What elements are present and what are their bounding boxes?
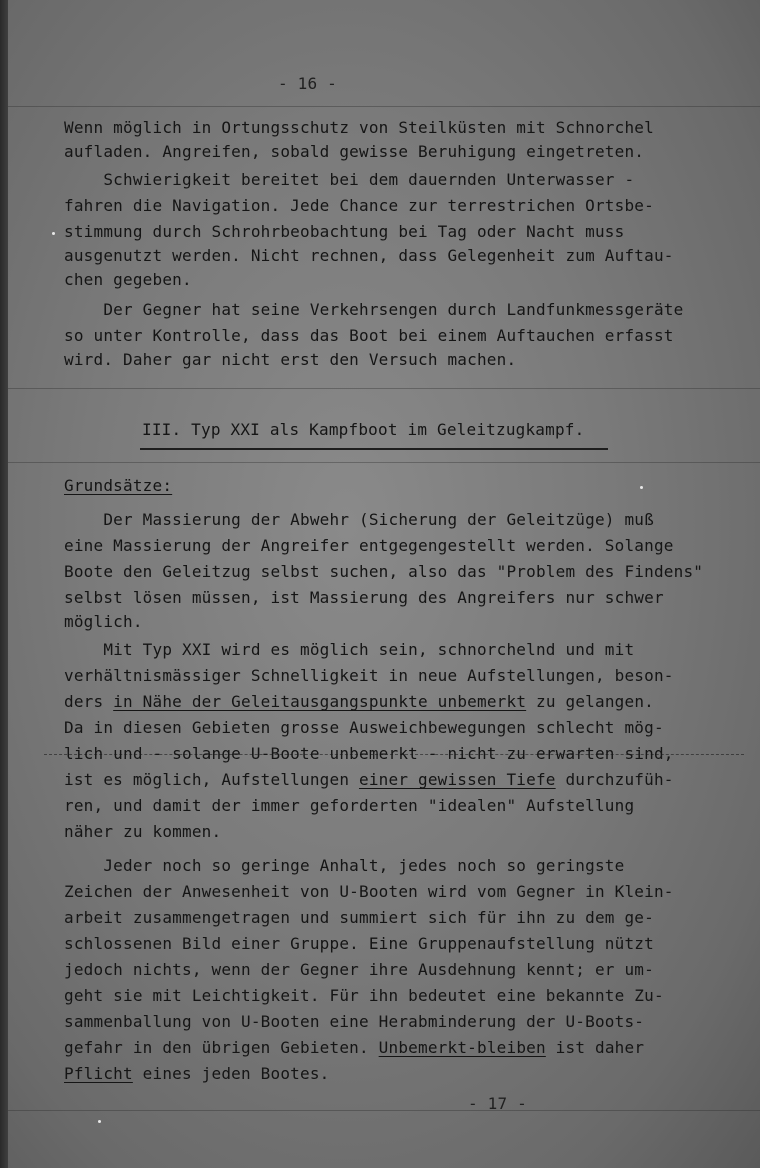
text-line: sammenballung von U-Booten eine Herabminderung der U-Boots- bbox=[64, 1012, 645, 1031]
text-line: Wenn möglich in Ortungsschutz von Steilküsten mit Schnorchel bbox=[64, 118, 654, 137]
text-line bbox=[64, 1038, 644, 1058]
underlined-phrase: Pflicht bbox=[64, 1064, 133, 1083]
text-line: Der Gegner hat seine Verkehrsengen durch Landfunkmessgeräte bbox=[64, 300, 684, 319]
text-line: Da in diesen Gebieten grosse Ausweichbewegungen schlecht mög- bbox=[64, 718, 664, 737]
underlined-phrase: einer gewissen Tiefe bbox=[358, 770, 556, 789]
text-line: fahren die Navigation. Jede Chance zur terrestrichen Ortsbe- bbox=[64, 196, 654, 215]
text-line: stimmung durch Schrohrbeobachtung bei Tag oder Nacht muss bbox=[64, 222, 625, 241]
text-line: chen gegeben. bbox=[64, 270, 192, 289]
text-line: so unter Kontrolle, dass das Boot bei einem Auftauchen erfasst bbox=[64, 326, 674, 345]
heading-underline bbox=[140, 448, 608, 450]
text-line: geht sie mit Leichtigkeit. Für ihn bedeutet eine bekannte Zu- bbox=[64, 986, 664, 1005]
text-line: lich und - solange U-Boote unbemerkt - nicht zu erwarten sind, bbox=[64, 744, 674, 763]
text-line bbox=[64, 692, 654, 712]
text-line: wird. Daher gar nicht erst den Versuch machen. bbox=[64, 350, 517, 369]
text-line: ausgenutzt werden. Nicht rechnen, dass Gelegenheit zum Auftau- bbox=[64, 246, 674, 265]
text-fragment: gefahr in den übrigen Gebieten. bbox=[64, 1038, 379, 1057]
text-line: schlossenen Bild einer Gruppe. Eine Gruppenaufstellung nützt bbox=[64, 934, 654, 953]
text-line: arbeit zusammengetragen und summiert sich für ihn zu dem ge- bbox=[64, 908, 654, 927]
document-page bbox=[8, 0, 760, 1168]
text-line: Zeichen der Anwesenheit von U-Booten wird vom Gegner in Klein- bbox=[64, 882, 674, 901]
text-line: aufladen. Angreifen, sobald gewisse Beruhigung eingetreten. bbox=[64, 142, 645, 161]
text-fragment: zu gelangen. bbox=[526, 692, 654, 711]
text-line: ren, und damit der immer geforderten "idealen" Aufstellung bbox=[64, 796, 635, 815]
text-line: verhältnismässiger Schnelligkeit in neue Aufstellungen, beson- bbox=[64, 666, 674, 685]
page-number-bottom: - 17 - bbox=[468, 1094, 527, 1113]
section-heading: III. Typ XXI als Kampfboot im Geleitzugkampf. bbox=[142, 420, 585, 439]
text-fragment: ist es möglich, Aufstellungen bbox=[64, 770, 359, 789]
underlined-phrase: in Nähe der Geleitausgangspunkte unbemerkt bbox=[113, 692, 527, 711]
text-line: Schwierigkeit bereitet bei dem dauernden Unterwasser - bbox=[64, 170, 635, 189]
typed-text bbox=[8, 0, 760, 1168]
text-line: Jeder noch so geringe Anhalt, jedes noch so geringste bbox=[64, 856, 625, 875]
text-fragment: eines jeden Bootes. bbox=[132, 1064, 330, 1083]
text-line: eine Massierung der Angreifer entgegengestellt werden. Solange bbox=[64, 536, 674, 555]
text-line: Boote den Geleitzug selbst suchen, also das "Problem des Findens" bbox=[64, 562, 704, 581]
underlined-phrase: Unbemerkt-bleiben bbox=[378, 1038, 546, 1057]
text-line: jedoch nichts, wenn der Gegner ihre Ausdehnung kennt; er um- bbox=[64, 960, 654, 979]
text-fragment: ist daher bbox=[545, 1038, 645, 1057]
text-line: selbst lösen müssen, ist Massierung des Angreifers nur schwer bbox=[64, 588, 664, 607]
text-line bbox=[64, 1064, 330, 1084]
text-fragment: durchzufüh- bbox=[555, 770, 674, 789]
text-fragment: ders bbox=[64, 692, 114, 711]
page-number-top: - 16 - bbox=[278, 74, 337, 93]
text-line: Der Massierung der Abwehr (Sicherung der Geleitzüge) muß bbox=[64, 510, 654, 529]
text-line: Mit Typ XXI wird es möglich sein, schnorchelnd und mit bbox=[64, 640, 635, 659]
subheading: Grundsätze: bbox=[64, 476, 173, 495]
text-line bbox=[64, 770, 674, 790]
text-line: näher zu kommen. bbox=[64, 822, 222, 841]
text-line: möglich. bbox=[64, 612, 143, 631]
